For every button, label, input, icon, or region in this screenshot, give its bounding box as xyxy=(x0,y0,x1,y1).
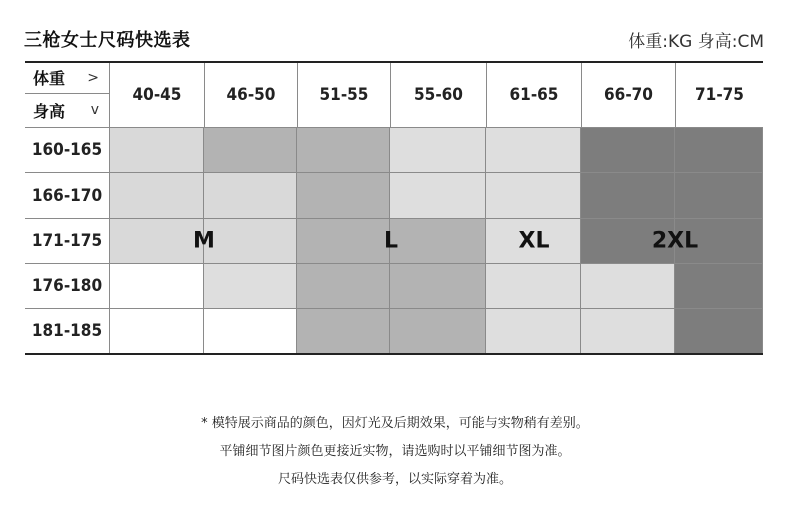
units-label: 体重:KG 身高:CM xyxy=(628,32,764,52)
size-cell xyxy=(204,127,297,173)
size-cell xyxy=(390,219,486,264)
size-label-m: M xyxy=(193,228,215,254)
weight-header: 40-45 xyxy=(109,62,204,127)
weight-header: 55-60 xyxy=(390,62,486,127)
height-header: 171-175 xyxy=(25,219,109,264)
size-cell xyxy=(109,127,204,173)
height-header: 176-180 xyxy=(25,264,109,309)
size-cell xyxy=(109,309,204,354)
height-axis-label: 身高 xyxy=(33,101,66,121)
size-cell xyxy=(675,264,763,309)
corner-weight-header xyxy=(25,62,109,94)
size-cell xyxy=(204,264,297,309)
size-cell xyxy=(109,264,204,309)
corner-height-header xyxy=(25,94,109,126)
size-cell xyxy=(581,264,675,309)
size-label-xl: XL xyxy=(518,228,550,254)
size-cell xyxy=(204,309,297,354)
size-cell xyxy=(581,127,675,173)
size-cell xyxy=(486,309,581,354)
size-cell xyxy=(486,264,581,309)
note-line-1: * 模特展示商品的颜色，因灯光及后期效果，可能与实物稍有差别。 xyxy=(201,416,589,431)
weight-header: 66-70 xyxy=(581,62,675,127)
size-cell xyxy=(390,309,486,354)
size-cell xyxy=(675,309,763,354)
note-line-2: 平铺细节图片颜色更接近实物，请选购时以平铺细节图为准。 xyxy=(219,444,571,459)
size-cell xyxy=(109,219,204,264)
table-top-border xyxy=(25,61,763,63)
size-cell xyxy=(204,219,297,264)
size-label-2xl: 2XL xyxy=(651,228,699,254)
height-header: 181-185 xyxy=(25,309,109,354)
size-cell xyxy=(581,173,675,219)
size-cell xyxy=(297,264,390,309)
weight-axis-label: 体重 xyxy=(33,69,66,88)
weight-header: 51-55 xyxy=(297,62,390,127)
table-bottom-border xyxy=(25,353,763,355)
weight-header: 71-75 xyxy=(675,62,763,127)
size-cell xyxy=(297,127,390,173)
size-cell xyxy=(297,309,390,354)
size-cell xyxy=(297,173,390,219)
height-header: 166-170 xyxy=(25,173,109,219)
size-cell xyxy=(581,309,675,354)
size-cell xyxy=(109,173,204,219)
note-line-3: 尺码快选表仅供参考，以实际穿着为准。 xyxy=(277,472,512,487)
size-cell xyxy=(390,264,486,309)
size-label-l: L xyxy=(383,228,399,254)
size-cell xyxy=(486,173,581,219)
weight-header: 61-65 xyxy=(486,62,581,127)
height-header: 160-165 xyxy=(25,127,109,173)
size-cell xyxy=(675,127,763,173)
down-arrow-icon: v xyxy=(90,102,99,118)
size-cell xyxy=(486,127,581,173)
size-cell xyxy=(390,127,486,173)
size-cell xyxy=(675,173,763,219)
right-arrow-icon: > xyxy=(87,69,99,86)
weight-header: 46-50 xyxy=(204,62,297,127)
size-cell xyxy=(390,173,486,219)
size-cell xyxy=(297,219,390,264)
size-cell xyxy=(204,173,297,219)
page-title: 三枪女士尺码快选表 xyxy=(24,30,191,51)
